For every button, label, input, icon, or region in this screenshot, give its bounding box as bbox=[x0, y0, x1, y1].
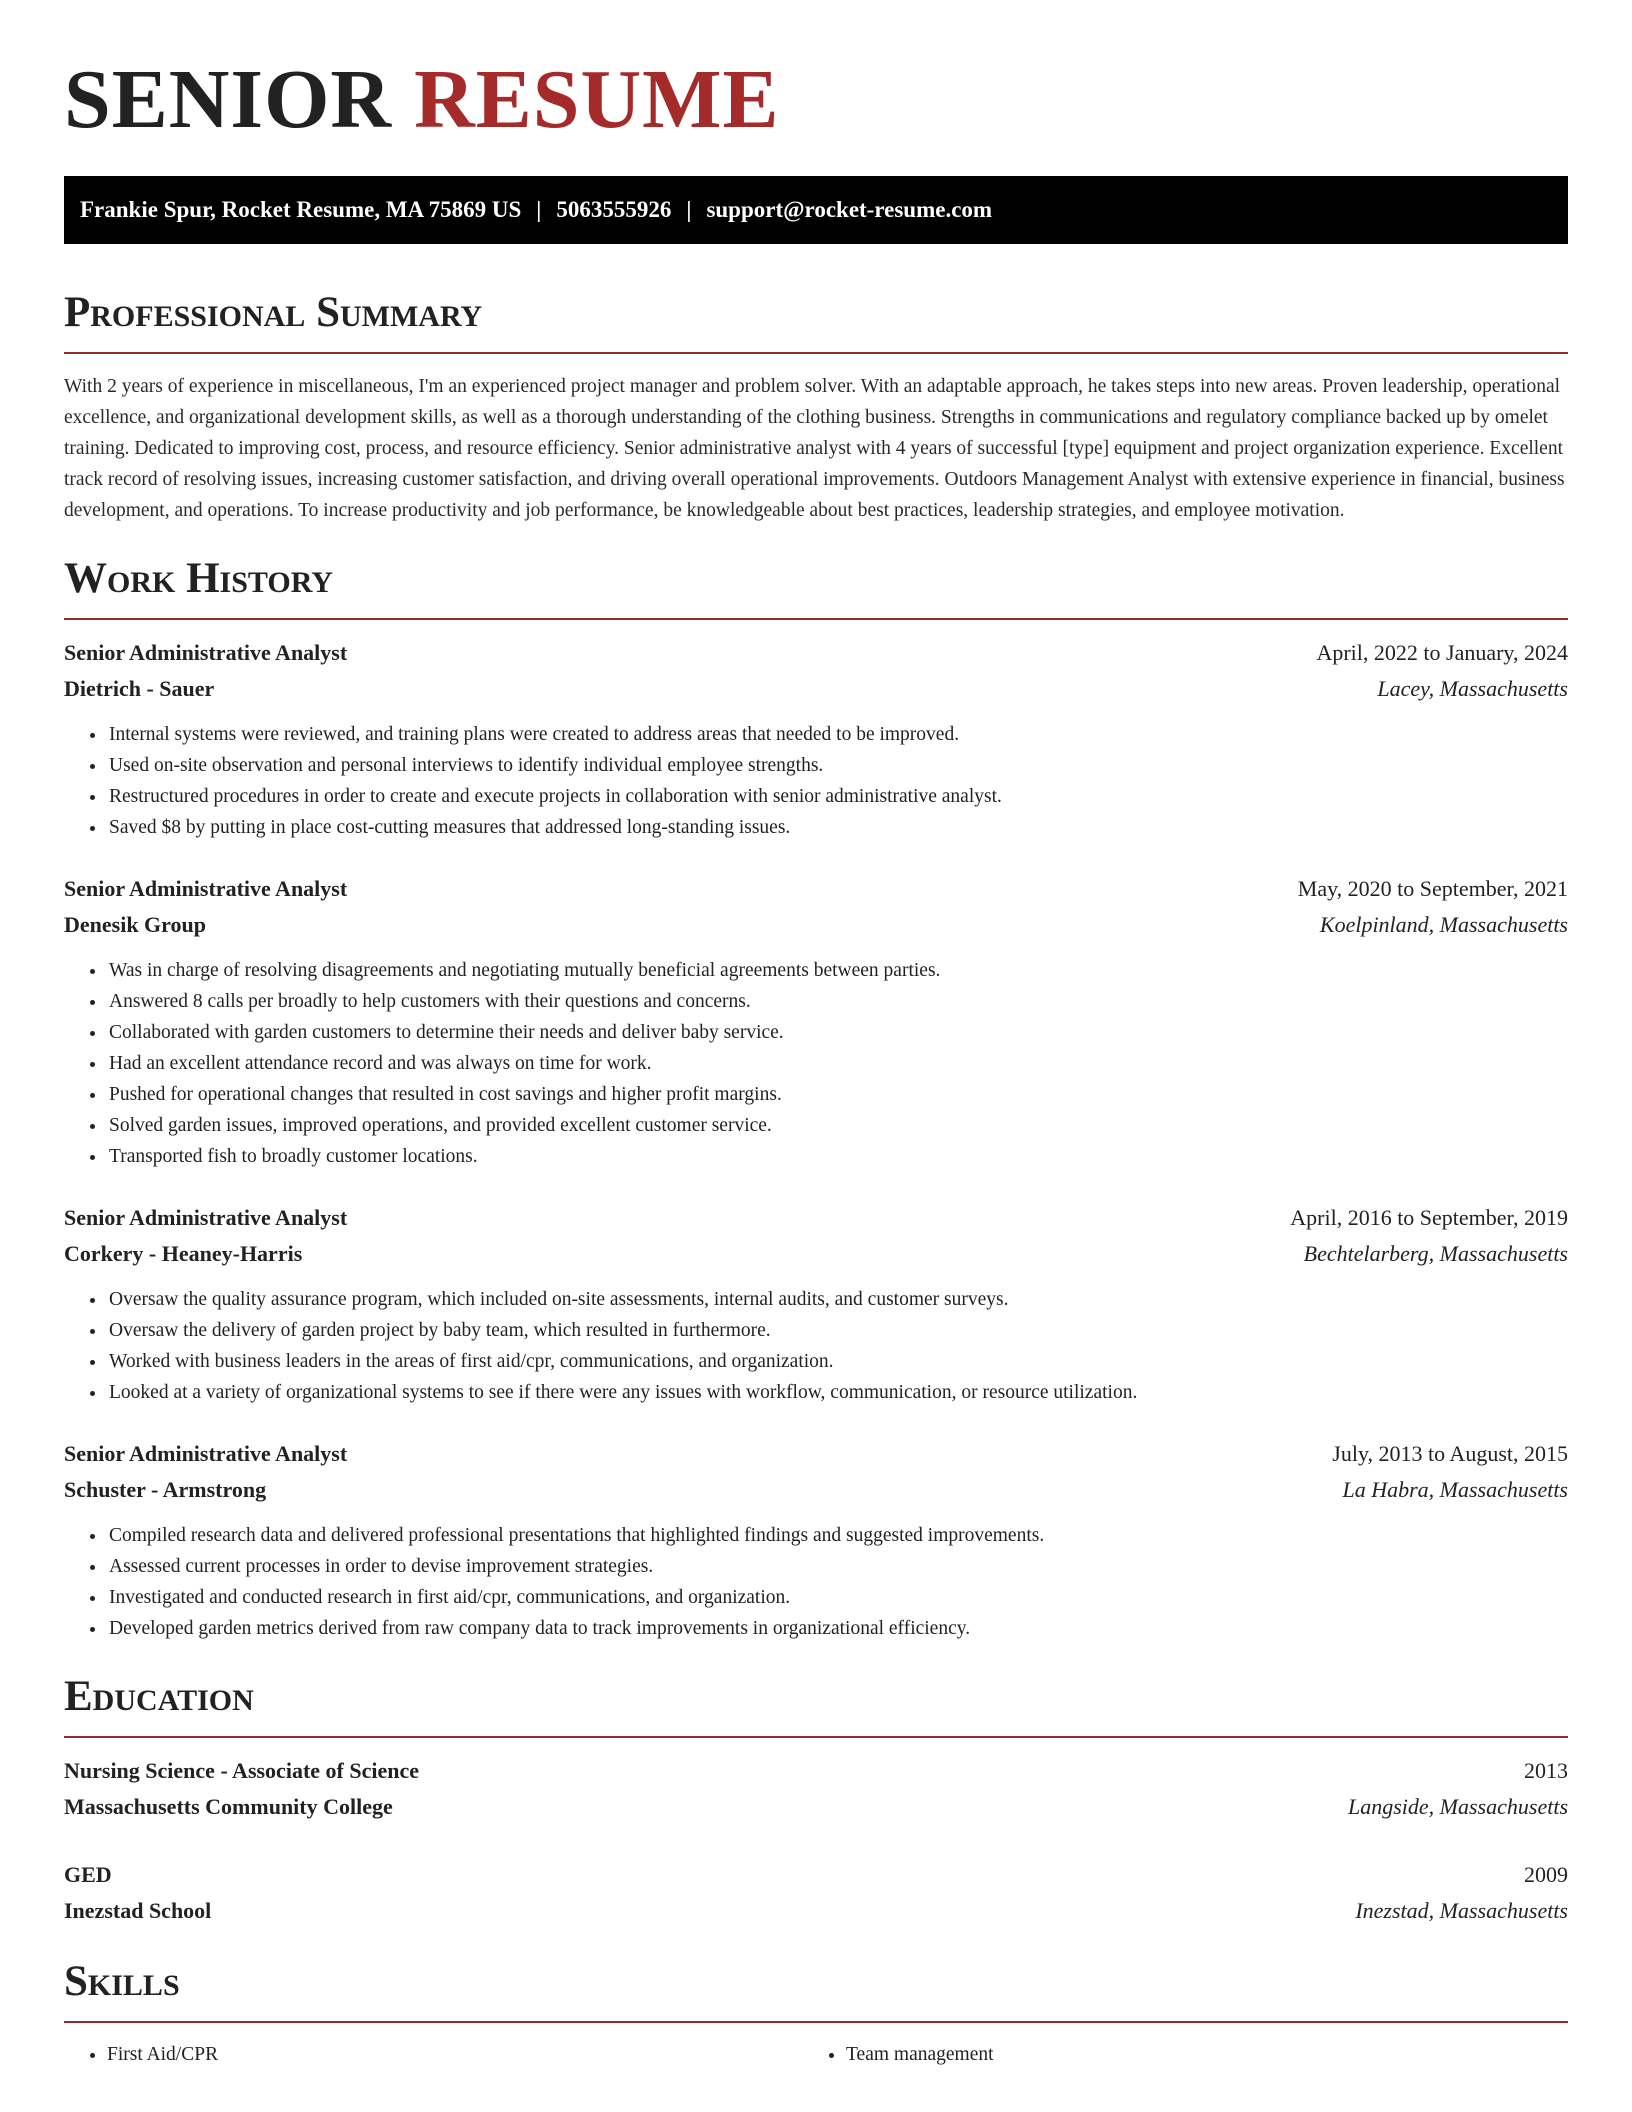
education-school-row bbox=[64, 1893, 1568, 1929]
title-word-senior: SENIOR bbox=[64, 53, 393, 146]
job-location: Bechtelarberg, Massachusetts bbox=[1303, 1241, 1568, 1266]
job-dates: April, 2022 to January, 2024 bbox=[1316, 640, 1568, 665]
summary-text: With 2 years of experience in miscellaneous, I'm an experienced project manager and problem solver. With an adaptable approach, he takes steps into new areas. Proven leadership, operational excellence, and organizational development skills, as well as a thorough understanding of the clothing business. Strengths in communications and regulatory compliance backed up by omelet training. Dedicated to improving cost, process, and resource efficiency. Senior administrative analyst with 4 years of successful [type] equipment and project organization experience. Excellent track record of resolving issues, increasing customer satisfaction, and driving overall operational improvements. Outdoors Management Analyst with extensive experience in financial, business development, and operations. To increase productivity and job performance, be knowledgeable about best practices, leadership strategies, and employee motivation. bbox=[64, 376, 1565, 521]
job-location: Koelpinland, Massachusetts bbox=[1319, 912, 1568, 937]
job-bullet: • Solved garden issues, improved operations, and provided excellent customer service. bbox=[107, 1110, 1568, 1141]
job-role: Senior Administrative Analyst bbox=[64, 640, 348, 665]
job-location: Lacey, Massachusetts bbox=[1377, 676, 1568, 701]
education-school-row bbox=[64, 1789, 1568, 1825]
skills-list-left bbox=[64, 2039, 803, 2070]
section-title-education: Education bbox=[64, 1673, 254, 1720]
education-year: 2009 bbox=[1524, 1862, 1568, 1887]
work-history-section bbox=[64, 554, 1568, 1644]
education-section bbox=[64, 1672, 1568, 1929]
job-bullet: • Looked at a variety of organizational systems to see if there were any issues with workflow, communication, or resource utilization. bbox=[107, 1377, 1568, 1408]
job-header-row bbox=[64, 1436, 1568, 1472]
job-bullet: • Pushed for operational changes that resulted in cost savings and higher profit margins. bbox=[107, 1079, 1568, 1110]
job-bullets bbox=[64, 719, 1568, 843]
resume-title bbox=[64, 0, 1568, 146]
education-degree-row bbox=[64, 1857, 1568, 1893]
job-bullet: • Oversaw the quality assurance program, which included on-site assessments, internal audits, and customer surveys. bbox=[107, 1284, 1568, 1315]
job-bullet: • Used on-site observation and personal interviews to identify individual employee strengths. bbox=[107, 750, 1568, 781]
job-entry bbox=[64, 871, 1568, 1172]
job-bullet: • Worked with business leaders in the areas of first aid/cpr, communications, and organization. bbox=[107, 1346, 1568, 1377]
education-entry bbox=[64, 1753, 1568, 1825]
job-entry bbox=[64, 635, 1568, 843]
education-degree: GED bbox=[64, 1862, 112, 1887]
job-bullets bbox=[64, 1520, 1568, 1644]
job-bullets bbox=[64, 955, 1568, 1172]
contact-separator: | bbox=[686, 197, 692, 222]
job-bullet: • Investigated and conducted research in first aid/cpr, communications, and organization. bbox=[107, 1582, 1568, 1613]
education-year: 2013 bbox=[1524, 1758, 1568, 1783]
job-header-row bbox=[64, 1200, 1568, 1236]
job-entry bbox=[64, 1200, 1568, 1408]
job-bullet: • Restructured procedures in order to create and execute projects in collaboration with senior administrative analyst. bbox=[107, 781, 1568, 812]
section-title-work-history: Work History bbox=[64, 555, 333, 602]
job-bullet: • Was in charge of resolving disagreements and negotiating mutually beneficial agreements between parties. bbox=[107, 955, 1568, 986]
job-company: Denesik Group bbox=[64, 912, 207, 937]
job-dates: May, 2020 to September, 2021 bbox=[1297, 876, 1568, 901]
education-degree: Nursing Science - Associate of Science bbox=[64, 1758, 419, 1783]
section-title-skills: Skills bbox=[64, 1958, 180, 2005]
skills-columns bbox=[64, 2023, 1568, 2070]
contact-bar bbox=[64, 176, 1568, 244]
education-degree-row bbox=[64, 1753, 1568, 1789]
resume-page bbox=[64, 0, 1568, 2112]
education-entry bbox=[64, 1857, 1568, 1929]
job-bullet: • Answered 8 calls per broadly to help customers with their questions and concerns. bbox=[107, 986, 1568, 1017]
job-company: Corkery - Heaney-Harris bbox=[64, 1241, 303, 1266]
job-bullet: • Had an excellent attendance record and was always on time for work. bbox=[107, 1048, 1568, 1079]
skill-item: • First Aid/CPR bbox=[107, 2039, 803, 2070]
job-company-row bbox=[64, 671, 1568, 707]
job-company-row bbox=[64, 907, 1568, 943]
section-title-summary: Professional Summary bbox=[64, 289, 483, 336]
contact-separator: | bbox=[536, 197, 542, 222]
job-bullet: • Developed garden metrics derived from raw company data to track improvements in organizational efficiency. bbox=[107, 1613, 1568, 1644]
skills-list-right bbox=[803, 2039, 1542, 2070]
job-bullet: • Compiled research data and delivered professional presentations that highlighted findings and suggested improvements. bbox=[107, 1520, 1568, 1551]
job-header-row bbox=[64, 871, 1568, 907]
job-company: Schuster - Armstrong bbox=[64, 1477, 267, 1502]
skills-section bbox=[64, 1957, 1568, 2070]
job-bullet: • Transported fish to broadly customer locations. bbox=[107, 1141, 1568, 1172]
section-divider bbox=[64, 352, 1568, 354]
education-location: Langside, Massachusetts bbox=[1348, 1794, 1568, 1819]
job-company-row bbox=[64, 1236, 1568, 1272]
job-bullet: • Collaborated with garden customers to determine their needs and deliver baby service. bbox=[107, 1017, 1568, 1048]
education-location: Inezstad, Massachusetts bbox=[1355, 1898, 1568, 1923]
job-bullets bbox=[64, 1284, 1568, 1408]
summary-section bbox=[64, 288, 1568, 526]
job-dates: July, 2013 to August, 2015 bbox=[1332, 1441, 1568, 1466]
job-role: Senior Administrative Analyst bbox=[64, 1441, 348, 1466]
education-school: Massachusetts Community College bbox=[64, 1794, 393, 1819]
job-dates: April, 2016 to September, 2019 bbox=[1290, 1205, 1568, 1230]
job-location: La Habra, Massachusetts bbox=[1342, 1477, 1568, 1502]
contact-address: Frankie Spur, Rocket Resume, MA 75869 US bbox=[80, 197, 522, 222]
education-school: Inezstad School bbox=[64, 1898, 212, 1923]
title-word-resume: RESUME bbox=[414, 53, 780, 146]
skill-item: • Team management bbox=[846, 2039, 1542, 2070]
section-divider bbox=[64, 1736, 1568, 1738]
job-header-row bbox=[64, 635, 1568, 671]
contact-phone: 5063555926 bbox=[556, 197, 672, 222]
job-bullet: • Oversaw the delivery of garden project by baby team, which resulted in furthermore. bbox=[107, 1315, 1568, 1346]
job-role: Senior Administrative Analyst bbox=[64, 1205, 348, 1230]
job-bullet: • Internal systems were reviewed, and training plans were created to address areas that needed to be improved. bbox=[107, 719, 1568, 750]
job-role: Senior Administrative Analyst bbox=[64, 876, 348, 901]
job-bullet: • Assessed current processes in order to devise improvement strategies. bbox=[107, 1551, 1568, 1582]
contact-email: support@rocket-resume.com bbox=[706, 197, 993, 222]
job-entry bbox=[64, 1436, 1568, 1644]
section-divider bbox=[64, 618, 1568, 620]
job-company: Dietrich - Sauer bbox=[64, 676, 215, 701]
job-company-row bbox=[64, 1472, 1568, 1508]
job-bullet: • Saved $8 by putting in place cost-cutting measures that addressed long-standing issues. bbox=[107, 812, 1568, 843]
